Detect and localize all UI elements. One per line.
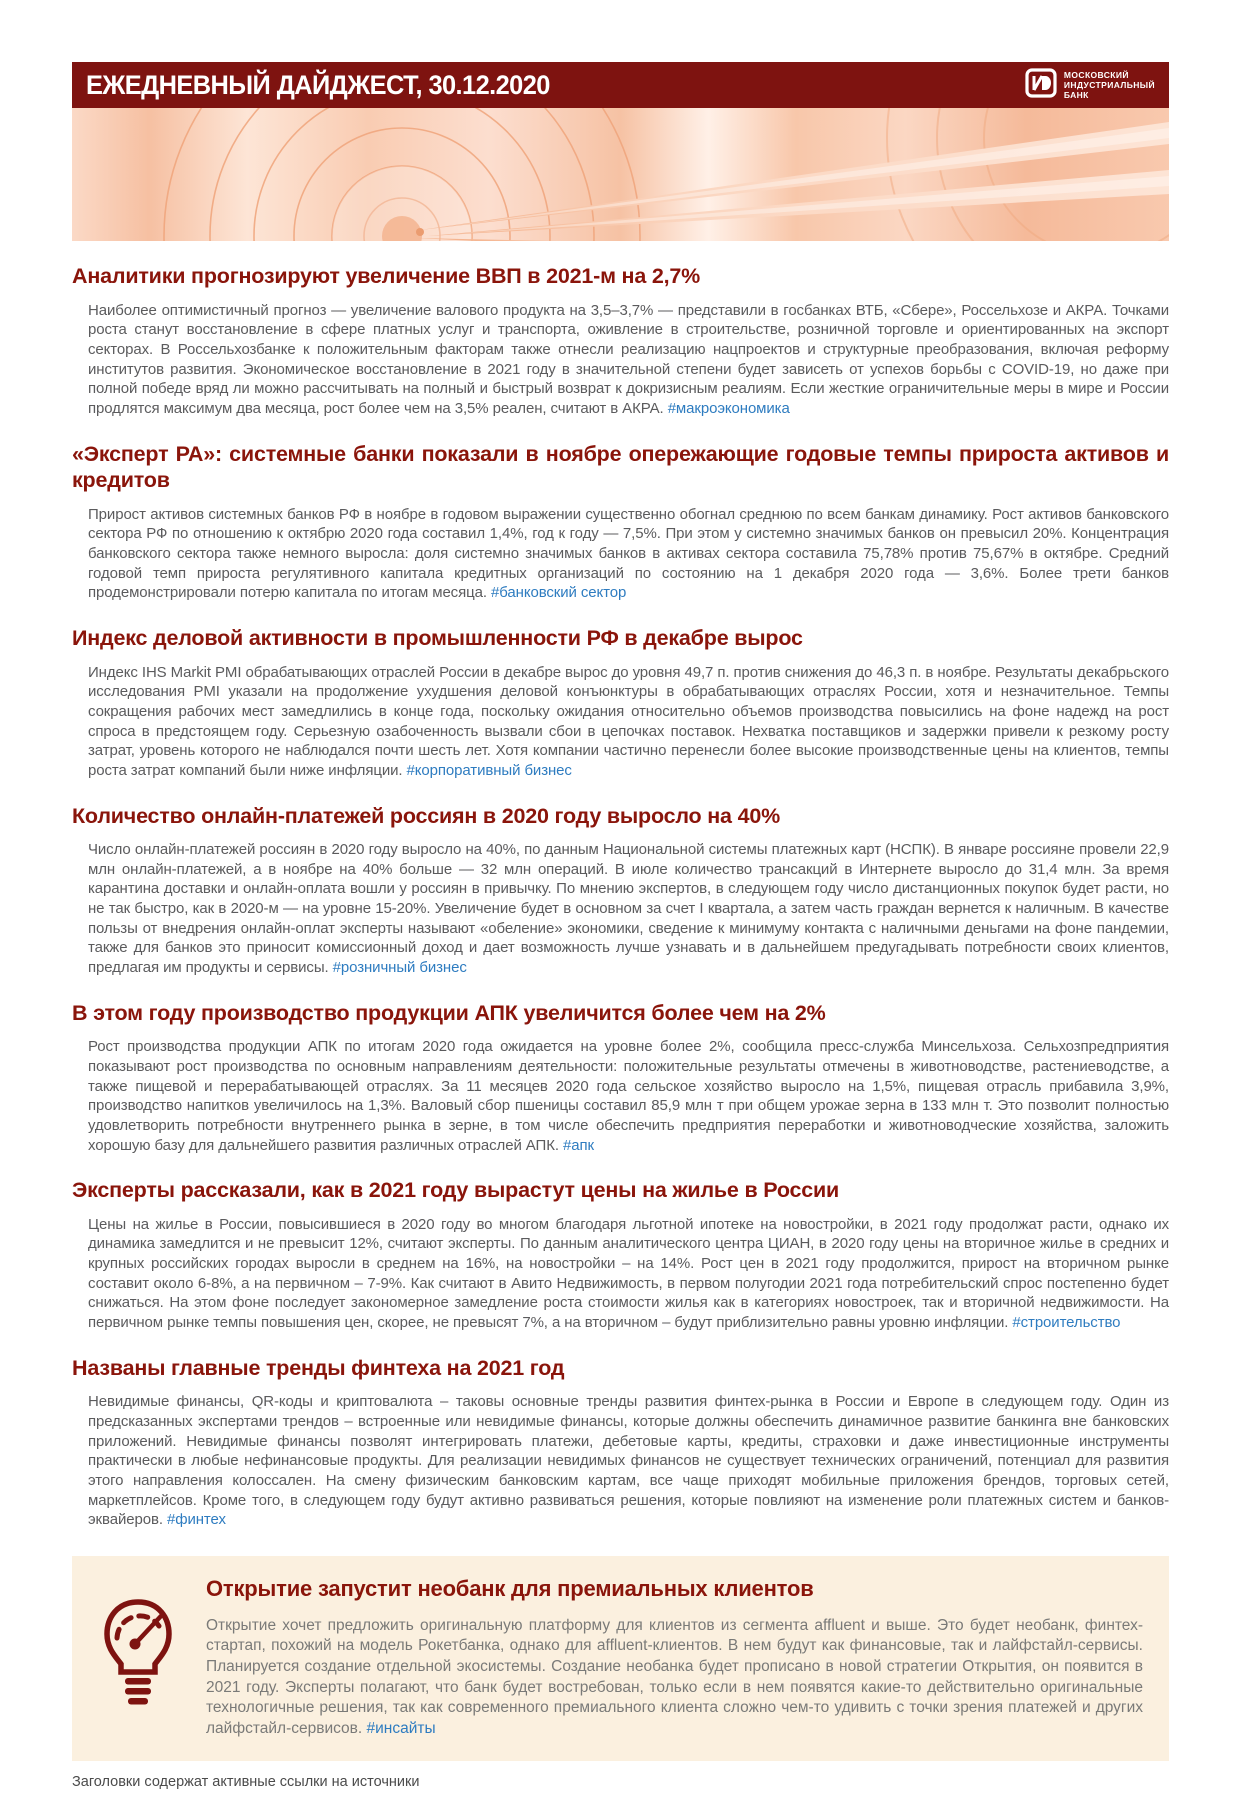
section-body-text: Число онлайн-платежей россиян в 2020 году выросло на 40%, по данным Национальной системы платежных карт (НСПК). В январе россияне провели 22,9 млн онлайн-платежей, а в ноябре на 40% больше — 32 млн операций. В июле количество трансакций в Интернете выросло до 31,4 млн. За время карантина доставки и онлайн-оплата вошли у россиян в привычку. По мнению экспертов, в следующем году число дистанционных покупок будет расти, но не так быстро, как в 2020-м — на уровне 15-20%. Увеличение будет в основном за счет I квартала, а затем часть граждан вернется к наличным. В качестве пользы от внедрения онлайн-оплат эксперты называют «обеление» экономики, сведение к минимуму контакта с наличными деньгами на фоне пандемии, также для банков это приносит комиссионный доход и дает возможность лучше узнавать и в дальнейшем предугадывать потребности своих клиентов, предлагая им продукты и сервисы. [88, 841, 1169, 977]
section-heading-link[interactable]: Аналитики прогнозируют увеличение ВВП в 2021-м на 2,7% [72, 264, 701, 288]
masthead-bar [72, 62, 1169, 108]
section-body [88, 663, 1169, 781]
section-body-text: Рост производства продукции АПК по итогам 2020 года ожидается на уровне более 2%, сообщила пресс-служба Минсельхоза. Сельхозпредприятия показывают рост производства по основным направлениям деятельности: положительные результаты отмечены в животноводстве, растениеводстве, а также пищевой и перерабатывающей отраслях. За 11 месяцев 2020 года сельское хозяйство выросло на 1,5%, пищевая отрасль прибавила 3,9%, производство напитков увеличилось на 1,3%. Валовый сбор пшеницы составил 85,9 млн т при общем урожае зерна в 133 млн т. Это позволит полностью удовлетворить потребности внутреннего рынка в зерне, в том числе обеспечить предприятия переработки и животноводческие хозяйства, заложить хорошую базу для дальнейшего развития различных отраслей АПК. [88, 1038, 1169, 1154]
section-body-text: Невидимые финансы, QR-коды и криптовалюта – таковы основные тренды развития финтех-рынка в России и Европе в следующем году. Один из предсказанных экспертами трендов – встроенные или невидимые финансы, которые должны обеспечить динамичное развитие банкинга вне банковских приложений. Невидимые финансы позволят интегрировать платежи, дебетовые карты, кредиты, страховки и даже инвестиционные инструменты практически в любые нефинансовые продукты. Для реализации невидимых финансов не существует технических ограничений, потенциал для развития этого направления колоссален. На смену физическим банковским картам, все чаще приходят мобильные приложения брендов, торговых сетей, маркетплейсов. Кроме того, в следующем году будут активно развиваться решения, которые повлияют на изменение роли платежных систем и банков-эквайеров. [88, 1393, 1169, 1529]
bank-logo-icon [1025, 68, 1057, 103]
digest-title: ЕЖЕДНЕВНЫЙ ДАЙДЖЕСТ, 30.12.2020 [86, 69, 550, 100]
section-body-text: Индекс IHS Markit PMI обрабатывающих отраслей России в декабре вырос до уровня 49,7 п. против снижения до 46,3 п. в ноябре. Результаты декабрьского исследования PMI указали на продолжение ухудшения деловой конъюнктуры в обрабатывающих отраслях России, хотя и незначительное. Темпы сокращения рабочих мест замедлились в конце года, поскольку ожидания относительно объемов производства повысились на фоне надежд на рост спроса в предстоящем году. Серьезную озабоченность вызвали сбои в цепочках поставок. Нехватка поставщиков и задержки привели к резкому росту затрат, уровень которого не наблюдался почти шесть лет. Хотя компании частично перенесли более высокие производственные цены на клиентов, темпы роста затрат компаний были ниже инфляции. [88, 663, 1169, 779]
insight-content [206, 1574, 1143, 1740]
footer-note: Заголовки содержат активные ссылки на источники [72, 1774, 420, 1791]
insight-highlight-box [72, 1556, 1169, 1762]
section-body [88, 840, 1169, 977]
section-body [88, 1392, 1169, 1529]
section-heading-link[interactable]: Индекс деловой активности в промышленности РФ в декабре вырос [72, 626, 803, 651]
news-section-pmi [72, 625, 1169, 781]
insight-body [206, 1616, 1143, 1740]
hashtag-link[interactable]: #макроэкономика [667, 399, 790, 417]
hashtag-link[interactable]: #инсайты [366, 1719, 436, 1737]
section-body-text: Цены на жилье в России, повысившиеся в 2020 году во многом благодаря льготной ипотеке на новостройки, в 2021 году продолжат расти, однако их динамика замедлится и не превысит 12%, считают эксперты. По данным аналитического центра ЦИАН, в 2020 году цены на вторичное жилье в средних и крупных российских городах выросли в среднем на 16%, на новостройки – на 14%. Рост цен в 2021 году продолжится, прирост на вторичном рынке составит около 6-8%, а на первичном – 7-9%. Как считают в Авито Недвижимость, в первом полугодии 2021 года потребительский спрос постепенно будет снижаться. На этом фоне последует закономерное замедление роста стоимости жилья как в категориях новостроек, так и вторичной недвижимости. На первичном рынке темпы повышения цен, скорее, не превысят 7%, а на вторичном – будут приблизительно равны уровню инфляции. [88, 1215, 1169, 1332]
section-body-text: Наиболее оптимистичный прогноз — увеличение валового продукта на 3,5–3,7% — представили в госбанках ВТБ, «Сбере», Россельхозе и АКРА. Точками роста станут восстановление в сфере платных услуг и транспорта, оживление в строительстве, розничной торговле и ориентированных на экспорт секторах. В Россельхозбанке к положительным факторам также отнесли реализацию нацпроектов и структурные преобразования, включая реформу институтов развития. Экономическое восстановление в 2021 году в значительной степени будет зависеть от успехов борьбы с COVID-19, но даже при полной победе вряд ли можно рассчитывать на полный и быстрый возврат к докризисным реалиям. Если жесткие ограничительные меры в мире и России продлятся максимум два месяца, рост более чем на 3,5% реален, считают в АКРА. [88, 301, 1169, 417]
section-body [88, 1215, 1169, 1333]
insight-heading-link[interactable]: Открытие запустит необанк для премиальных клиентов [206, 1575, 814, 1601]
section-heading-link[interactable]: «Эксперт РА»: системные банки показали в ноябре опережающие годовые темпы прироста активов и кредитов [72, 441, 1169, 493]
bank-logo [1025, 68, 1155, 103]
section-heading-link[interactable]: В этом году производство продукции АПК увеличится более чем на 2% [72, 1000, 826, 1025]
section-body [88, 301, 1169, 419]
news-section-agro [72, 1000, 1169, 1156]
hashtag-link[interactable]: #строительство [1012, 1314, 1121, 1332]
section-body [88, 505, 1169, 603]
target-darts-banner-image [72, 108, 1169, 241]
hashtag-link[interactable]: #розничный бизнес [332, 959, 467, 977]
news-section-expert-ra [72, 441, 1169, 604]
insight-body-text: Открытие хочет предложить оригинальную платформу для клиентов из сегмента affluent и выше. Это будет необанк, финтех-стартап, похожий на модель Рокетбанка, однако для affluent-клиентов. В нем будут как финансовые, так и лайфстайл-сервисы. Планируется создание отдельной экосистемы. Создание необанка будет прописано в новой стратегии Открытия, он появится в 2021 году. Эксперты полагают, что банк будет востребован, только если в нем появятся какие-то действительно оригинальные технологичные решения, так как современного премиального клиента сложно чем-то удивить с точки зрения платежей и других лайфстайл-сервисов. [206, 1616, 1143, 1737]
hashtag-link[interactable]: #финтех [166, 1511, 226, 1529]
hashtag-link[interactable]: #корпоративный бизнес [406, 761, 572, 779]
section-body-text: Прирост активов системных банков РФ в ноябре в годовом выражении существенно обогнал среднюю по всем банкам динамику. Рост активов банковского сектора РФ по отношению к октябрю 2020 года составил 1,4%, год к году — 7,5%. При этом у системно значимых банков он превысил 20%. Концентрация банковского сектора также немного выросла: доля системно значимых банков в активах сектора составила 75,78% против 75,67% в октябре. Средний годовой темп прироста регулятивного капитала кредитных организаций по состоянию на 1 декабря 2020 года — 3,6%. Более трети банков продемонстрировали потерю капитала по итогам месяца. [88, 505, 1169, 602]
news-section-gdp [72, 263, 1169, 419]
section-heading-link[interactable]: Названы главные тренды финтеха на 2021 год [72, 1355, 565, 1380]
section-body [88, 1037, 1169, 1155]
section-heading-link[interactable]: Количество онлайн-платежей россиян в 2020 году выросло на 40% [72, 803, 781, 828]
hashtag-link[interactable]: #банковский сектор [491, 584, 627, 602]
lightbulb-gauge-icon [94, 1574, 182, 1740]
hashtag-link[interactable]: #апк [563, 1136, 594, 1154]
bank-name: МОСКОВСКИЙ ИНДУСТРИАЛЬНЫЙ БАНК [1063, 69, 1155, 101]
news-section-online-payments [72, 803, 1169, 978]
news-section-housing [72, 1177, 1169, 1333]
section-heading-link[interactable]: Эксперты рассказали, как в 2021 году вырастут цены на жилье в России [72, 1178, 840, 1203]
news-section-fintech [72, 1355, 1169, 1530]
